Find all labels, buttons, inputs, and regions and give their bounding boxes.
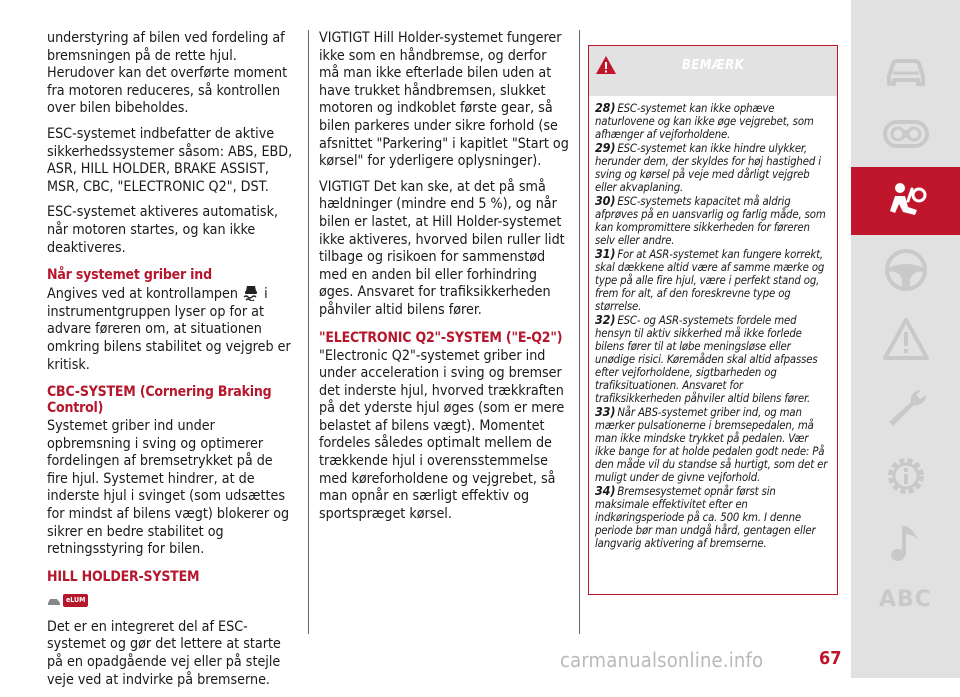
section-heading: "ELECTRONIC Q2"-SYSTEM ("E-Q2") [319, 329, 563, 346]
column-left [47, 30, 297, 697]
note-number: 30) [595, 193, 616, 208]
paragraph-text: Angives ved at kontrollampen [47, 286, 238, 303]
note-number: 29) [595, 140, 616, 155]
steering-wheel-icon [881, 246, 931, 294]
note-item [595, 247, 831, 313]
note-text: ESC-systemet kan ikke ophæve naturlovene og kan ikke øge vejgrebet, som afhænger af vejforholdene. [595, 102, 814, 141]
column-middle [319, 30, 569, 531]
sidebar-item-dashboard[interactable] [851, 100, 960, 168]
warning-triangle-icon [881, 315, 931, 363]
note-box [588, 45, 838, 595]
note-item [595, 194, 831, 247]
elum-badge: eLUM [63, 594, 88, 607]
esc-warning-light-icon [242, 285, 260, 301]
paragraph [47, 285, 297, 374]
paragraph: understyring af bilen ved fordeling af bremsningen på de rette hjul. Herudover kan det overførte moment fra motoren reduceres, så kontrollen over bilen bibeholdes. [47, 30, 288, 117]
chapter-sidebar [851, 0, 960, 678]
abc-index-label: ABC [879, 586, 932, 612]
note-header [589, 46, 837, 96]
note-number: 31) [595, 246, 616, 261]
airbag-seatbelt-icon [881, 177, 931, 225]
paragraph: Systemet griber ind under opbremsning i sving og optimerer fordelingen af bremsetrykket på de fire hjul. Systemet hindrer, at de inderste hjul i svinget (som udsættes for mindst af bilens vægt) blokerer og sikrer en bedre stabilitet og retningsstyring for bilen. [47, 418, 290, 558]
watermark: carmanualsonline.info [560, 648, 764, 672]
sidebar-item-index[interactable] [851, 565, 960, 633]
note-number: 32) [595, 312, 616, 327]
wrench-icon [881, 384, 931, 432]
note-body [589, 96, 837, 550]
gear-info-icon [881, 452, 931, 500]
section-heading: HILL HOLDER-SYSTEM [47, 568, 200, 585]
note-number: 34) [595, 483, 616, 498]
sidebar-item-steering[interactable] [851, 236, 960, 304]
sidebar-item-maintenance[interactable] [851, 374, 960, 442]
paragraph-text: i instrumentgruppen lyser op for at advare føreren om, at situationen omkring bilens stabilitet og vejgreb er kritisk. [47, 286, 291, 373]
note-number: 28) [595, 100, 616, 115]
note-item [595, 405, 831, 484]
note-text: ESC- og ASR-systemets fordele med hensyn til aktiv sikkerhed må ikke forlede bilens fører til at løbe meningsløse eller unødige risici. Køremåden skal altid afpasses efter vejforholdene, sigtbarheden og trafiksituationen. Ansvaret for trafiksikkerheden påhviler altid bilens fører. [595, 314, 818, 405]
note-text: ESC-systemet kan ikke hindre ulykker, herunder dem, der skyldes for høj hastighed i sving og kørsel på veje med dårligt vejgreb eller akvaplaning. [595, 142, 821, 194]
version-badge-row [47, 591, 297, 611]
note-number: 33) [595, 404, 616, 419]
note-text: Når ABS-systemet griber ind, og man mærker pulsationerne i bremsepedalen, må man ikke mindske trykket på pedalen. Vær ikke bange for at holde pedalen godt nede: På den måde vil du standse så hurtigt, som det er muligt under de givne vejforhold. [595, 406, 828, 484]
note-text: Bremsesystemet opnår først sin maksimale effektivitet efter en indkøringsperiode på ca. 500 km. I denne periode bør man undgå hård, gentagen eller langvarig aktivering af bremserne. [595, 485, 816, 550]
car-icon [881, 46, 931, 94]
dashboard-icon [881, 110, 931, 158]
sidebar-item-safety[interactable] [851, 167, 960, 235]
paragraph: Det er en integreret del af ESC-systemet og gør det lettere at starte på en opadgående vej eller på stejle veje ved at indvirke på bremserne. [47, 618, 281, 688]
sidebar-item-technical[interactable] [851, 442, 960, 510]
note-item [595, 313, 831, 405]
note-item [595, 141, 831, 194]
section-heading: CBC-SYSTEM (Cornering Braking Control) [47, 384, 272, 417]
page-number: 67 [819, 648, 842, 669]
sidebar-item-car[interactable] [851, 36, 960, 104]
note-title: BEMÆRK [681, 58, 745, 73]
column-divider [308, 30, 309, 634]
car-small-icon [47, 596, 61, 606]
note-text: ESC-systemets kapacitet må aldrig afprøves på en uansvarlig og farlig måde, som kan kompromittere sikkerheden for føreren selv eller andre. [595, 195, 826, 247]
paragraph: ESC-systemet aktiveres automatisk, når motoren startes, og kan ikke deaktiveres. [47, 204, 279, 256]
section-heading: Når systemet griber ind [47, 267, 212, 284]
paragraph: VIGTIGT Det kan ske, at det på små hældninger (mindre end 5 %), og når bilen er lastet, at Hill Holder-systemet ikke aktiveres, hvorved bilen ruller lidt tilbage og risikoen for sammenstød med en anden bil eller forhindring øges. Ansvaret for trafiksikkerheden påhviler altid bilens fører. [319, 178, 565, 318]
note-item [595, 484, 831, 550]
paragraph: "Electronic Q2"-systemet griber ind under acceleration i sving og bremser det inderste hjul, hvorved trækkraften på det yderste hjul øges (som er mere belastet af bilens vægt). Momentet fordeles således optimalt mellem de trækkende hjul i overensstemmelse med køreforholdene og vejgrebet, så man opnår en særligt effektiv og sportspræget kørsel. [319, 347, 565, 522]
music-note-icon [881, 518, 931, 566]
note-text: For at ASR-systemet kan fungere korrekt, skal dækkene altid være af samme mærke og type på alle fire hjul, være i perfekt stand og, frem for alt, af den foreskrevne type og størrelse. [595, 248, 825, 313]
note-item [595, 101, 831, 141]
paragraph: ESC-systemet indbefatter de aktive sikkerhedssystemer såsom: ABS, EBD, ASR, HILL HOLDER, BRAKE ASSIST, MSR, CBC, "ELECTRONIC Q2", DST. [47, 125, 293, 195]
sidebar-item-warnings[interactable] [851, 305, 960, 373]
paragraph: VIGTIGT Hill Holder-systemet fungerer ikke som en håndbremse, og derfor må man ikke efterlade bilen uden at have trukket håndbremsen, slukket motoren og indkoblet første gear, så bilen parkeres under sikre forhold (se afsnittet "Parkering" i kapitlet "Start og kørsel" for yderligere oplysninger). [319, 30, 569, 170]
column-divider [579, 30, 580, 634]
